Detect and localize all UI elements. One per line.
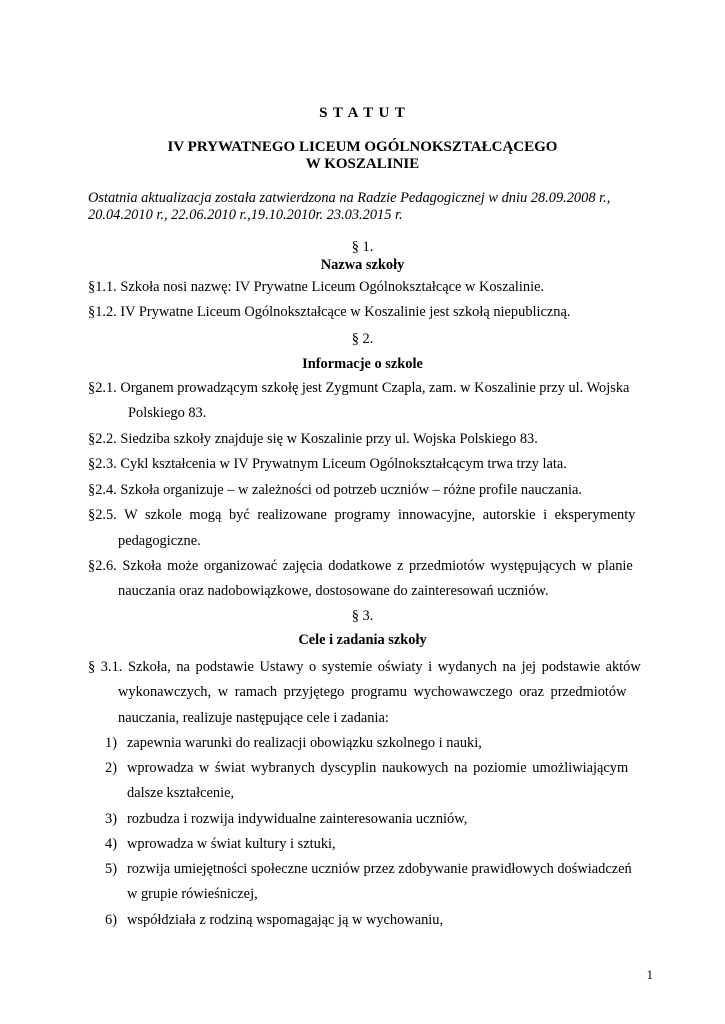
section-heading: Nazwa szkoły <box>320 257 405 273</box>
school-name-line2: W KOSZALINIE <box>305 156 420 172</box>
document-title: S T A T U T <box>319 105 406 121</box>
section-heading: Cele i zadania szkoły <box>298 632 427 648</box>
list-item-number: 5) <box>105 861 117 877</box>
paragraph: §2.1. Organem prowadzącym szkołę jest Zygmunt Czapla, zam. w Koszalinie przy ul. Wojska <box>88 380 630 396</box>
list-item-text: wprowadza w świat wybranych dyscyplin naukowych na poziomie umożliwiającym <box>127 760 629 776</box>
list-item-number: 6) <box>105 912 117 928</box>
paragraph-continuation: pedagogiczne. <box>118 533 201 549</box>
paragraph-continuation: nauczania, realizuje następujące cele i zadania: <box>118 710 389 726</box>
paragraph: §1.2. IV Prywatne Liceum Ogólnokształcące w Koszalinie jest szkołą niepubliczną. <box>88 304 571 320</box>
list-item-number: 1) <box>105 735 117 751</box>
list-item-number: 3) <box>105 811 117 827</box>
paragraph: §2.2. Siedziba szkoły znajduje się w Koszalinie przy ul. Wojska Polskiego 83. <box>88 431 538 447</box>
school-name-line1: IV PRYWATNEGO LICEUM OGÓLNOKSZTAŁCĄCEGO <box>167 139 558 155</box>
paragraph: § 3.1. Szkoła, na podstawie Ustawy o systemie oświaty i wydanych na jej podstawie aktów <box>88 659 641 675</box>
list-item-text: współdziała z rodziną wspomagając ją w wychowaniu, <box>127 912 444 928</box>
section-number: § 2. <box>351 331 374 347</box>
paragraph: §2.5. W szkole mogą być realizowane programy innowacyjne, autorskie i eksperymenty <box>88 507 636 523</box>
list-item-number: 2) <box>105 760 117 776</box>
section-number: § 1. <box>351 239 374 255</box>
list-item-text: wprowadza w świat kultury i sztuki, <box>127 836 336 852</box>
list-item <box>105 731 648 756</box>
paragraph: §2.6. Szkoła może organizować zajęcia dodatkowe z przedmiotów występujących w planie <box>88 558 633 574</box>
list-item-text: rozwija umiejętności społeczne uczniów przez zdobywanie prawidłowych doświadczeń <box>127 861 632 877</box>
page-number: 1 <box>646 967 653 982</box>
list-item <box>105 857 648 907</box>
update-note-line2: 20.04.2010 r., 22.06.2010 r.,19.10.2010r. 23.03.2015 r. <box>88 207 403 223</box>
paragraph-continuation: nauczania oraz nadobowiązkowe, dostosowane do zainteresowań uczniów. <box>118 583 549 599</box>
list-item-text: rozbudza i rozwija indywidualne zainteresowania uczniów, <box>127 811 468 827</box>
list-item <box>105 908 648 933</box>
paragraph: §2.3. Cykl kształcenia w IV Prywatnym Liceum Ogólnokształcącym trwa trzy lata. <box>88 456 567 472</box>
list-item-text-continuation: w grupie rówieśniczej, <box>127 886 258 902</box>
list-item-number: 4) <box>105 836 117 852</box>
paragraph-continuation: wykonawczych, w ramach przyjętego programu wychowawczego oraz przedmiotów <box>118 684 627 700</box>
list-item <box>105 756 648 806</box>
paragraph-continuation: Polskiego 83. <box>128 405 207 421</box>
section-heading: Informacje o szkole <box>302 356 423 372</box>
list-item-text: zapewnia warunki do realizacji obowiązku szkolnego i nauki, <box>127 735 482 751</box>
list-item-text-continuation: dalsze kształcenie, <box>127 785 235 801</box>
update-note-line1: Ostatnia aktualizacja została zatwierdzona na Radzie Pedagogicznej w dniu 28.09.2008 r., <box>88 190 611 206</box>
list-item <box>105 807 648 832</box>
section-number: § 3. <box>351 608 374 624</box>
paragraph: §2.4. Szkoła organizuje – w zależności od potrzeb uczniów – różne profile nauczania. <box>88 482 583 498</box>
paragraph: §1.1. Szkoła nosi nazwę: IV Prywatne Liceum Ogólnokształcące w Koszalinie. <box>88 279 545 295</box>
list-item <box>105 832 648 857</box>
